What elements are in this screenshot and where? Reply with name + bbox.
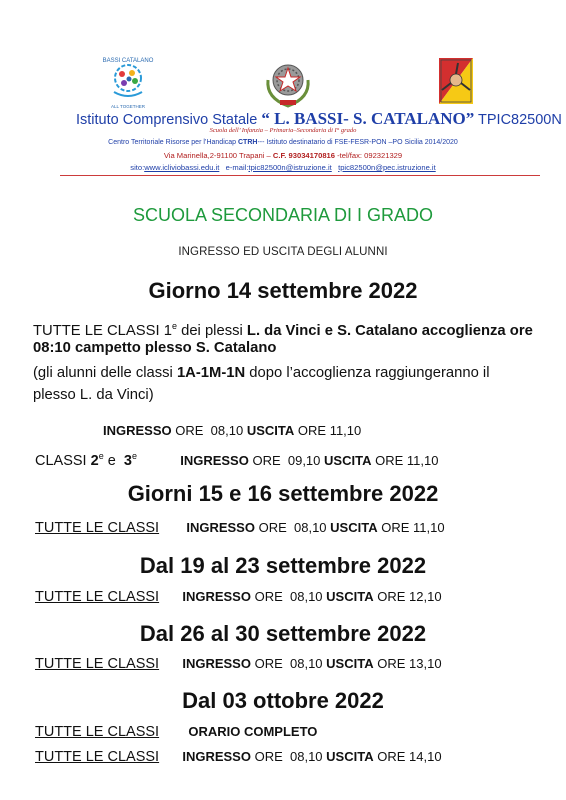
schedule-row-5b: TUTTE LE CLASSI INGRESSO ORE 08,10 USCITA ORE 14,10 — [35, 749, 442, 765]
day-heading-5: Dal 03 ottobre 2022 — [182, 688, 384, 713]
day-heading-1: Giorno 14 settembre 2022 — [148, 278, 418, 303]
cf-value: 93034170816 — [288, 151, 335, 160]
centre-code: CTRH — [238, 139, 258, 146]
school-prefix: Istituto Comprensivo Statale — [76, 112, 258, 128]
block1-line-3: (gli alunni delle classi 1A-1M-1N dopo l’accoglienza raggiungeranno il — [33, 365, 490, 381]
centre-rest: --- Istituto destinatario di FSE-FESR-PON –PO Sicilia 2014/2020 — [257, 139, 458, 146]
day-heading-3: Dal 19 al 23 settembre 2022 — [139, 553, 427, 578]
day-heading-2: Giorni 15 e 16 settembre 2022 — [127, 481, 439, 506]
logo-left-sub: ALL TOGETHER — [111, 104, 145, 109]
phone: -tel/fax: 092321329 — [335, 151, 403, 160]
school-levels: Scuola dell’ Infanzia – Primaria–Secondaria di I° grado — [209, 127, 357, 134]
cf-label: C.F. — [272, 151, 287, 160]
day-heading-4: Dal 26 al 30 settembre 2022 — [139, 621, 427, 646]
site-label: sito: — [130, 163, 145, 172]
block1-line-4: plesso L. da Vinci) — [33, 387, 154, 403]
email-label: e-mail: — [225, 163, 249, 172]
school-code: TPIC82500N — [478, 112, 562, 128]
italian-republic-emblem-icon — [264, 56, 312, 110]
sicily-region-flag-icon — [439, 58, 473, 104]
block1-line-2: 08:10 campetto plesso S. Catalano — [33, 340, 277, 356]
centre-prefix: Centro Territoriale Risorse per l’Handicap — [108, 139, 237, 146]
header-divider — [60, 175, 540, 176]
schedule-row-1a: INGRESSO ORE 08,10 USCITA ORE 11,10 — [103, 423, 362, 438]
logo-left-text: BASSI CATALANO — [102, 58, 154, 64]
schedule-row-4: TUTTE LE CLASSI INGRESSO ORE 08,10 USCITA ORE 13,10 — [35, 656, 442, 672]
centre-line — [0, 139, 566, 146]
school-logo — [102, 52, 154, 114]
address-line — [0, 151, 566, 160]
pec-link[interactable]: tpic82500n@pec.istruzione.it — [338, 163, 436, 172]
school-name: “ L. BASSI- S. CATALANO” — [261, 109, 475, 128]
block1-line-1: TUTTE LE CLASSI 1e dei plessi L. da Vinci e S. Catalano accoglienza ore — [33, 321, 533, 339]
email-link[interactable]: tpic82500n@istruzione.it — [248, 163, 332, 172]
schedule-row-2: TUTTE LE CLASSI INGRESSO ORE 08,10 USCITA ORE 11,10 — [35, 520, 445, 536]
school-header-title — [76, 109, 562, 129]
schedule-row-1b: CLASSI 2e e 3e INGRESSO ORE 09,10 USCITA ORE 11,10 — [35, 451, 439, 469]
schedule-row-3: TUTTE LE CLASSI INGRESSO ORE 08,10 USCITA ORE 12,10 — [35, 589, 442, 605]
address: Via Marinella,2-91100 Trapani – — [163, 151, 273, 160]
section-title: SCUOLA SECONDARIA DI I GRADO — [132, 205, 434, 225]
schedule-row-5a: TUTTE LE CLASSI ORARIO COMPLETO — [35, 724, 318, 740]
section-subtitle: INGRESSO ED USCITA DEGLI ALUNNI — [178, 246, 388, 258]
contact-line — [0, 163, 566, 172]
site-link[interactable]: www.icliviobassi.edu.it — [144, 163, 220, 172]
